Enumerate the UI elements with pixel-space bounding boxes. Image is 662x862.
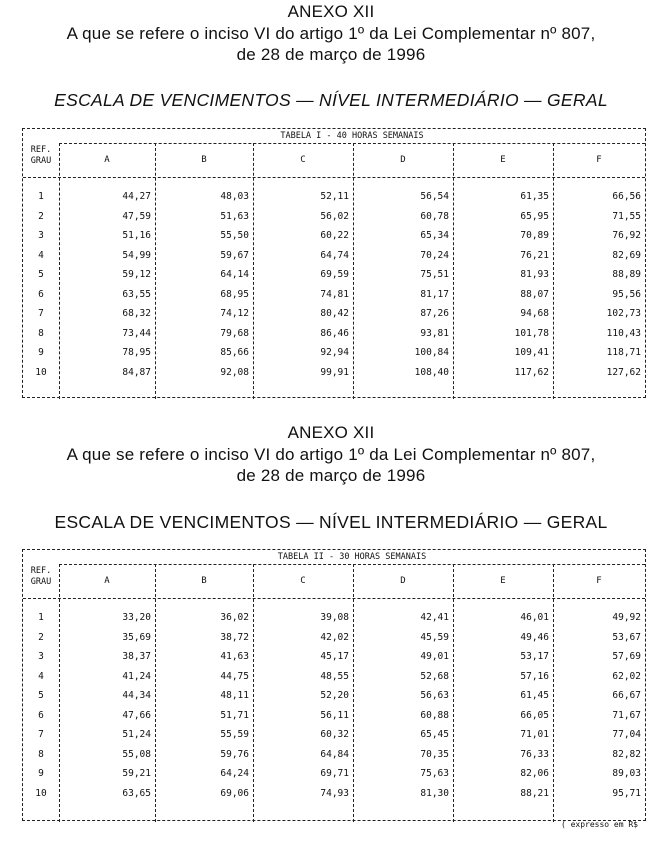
salary-value-cell: 66,67 bbox=[612, 690, 641, 701]
column-header-c: C bbox=[300, 576, 306, 586]
column-header-d: D bbox=[400, 155, 406, 165]
table-row bbox=[23, 226, 645, 245]
ref-grade-cell: 3 bbox=[38, 651, 44, 662]
salary-value-cell: 52,11 bbox=[320, 191, 349, 202]
salary-value-cell: 93,81 bbox=[420, 327, 449, 339]
salary-value-cell: 66,05 bbox=[520, 709, 549, 721]
salary-value-cell: 35,69 bbox=[122, 631, 151, 643]
salary-value-cell: 44,34 bbox=[122, 690, 151, 701]
table-row bbox=[23, 304, 645, 323]
column-header-e: E bbox=[500, 155, 506, 165]
salary-value-cell: 45,59 bbox=[420, 631, 449, 643]
salary-value-cell: 118,71 bbox=[606, 347, 641, 358]
salary-value-cell: 47,59 bbox=[122, 210, 151, 222]
salary-value-cell: 52,20 bbox=[320, 690, 349, 701]
salary-value-cell: 69,59 bbox=[320, 269, 349, 280]
ref-grade-cell: 1 bbox=[38, 612, 44, 623]
salary-value-cell: 64,14 bbox=[220, 269, 249, 280]
table-row bbox=[23, 207, 645, 226]
salary-value-cell: 68,32 bbox=[122, 308, 151, 319]
ref-grade-header: REF. GRAU bbox=[30, 566, 52, 587]
column-header-a: A bbox=[104, 155, 110, 165]
salary-value-cell: 55,50 bbox=[220, 230, 249, 241]
salary-value-cell: 94,68 bbox=[520, 308, 549, 319]
salary-value-cell: 81,93 bbox=[520, 269, 549, 280]
salary-value-cell: 88,89 bbox=[612, 269, 641, 280]
salary-value-cell: 44,27 bbox=[122, 191, 151, 202]
salary-value-cell: 53,67 bbox=[612, 631, 641, 643]
table-row bbox=[23, 686, 645, 705]
salary-value-cell: 49,01 bbox=[420, 651, 449, 662]
salary-value-cell: 41,63 bbox=[220, 651, 249, 662]
ref-grade-cell: 8 bbox=[38, 327, 44, 339]
table-row bbox=[23, 324, 645, 343]
salary-value-cell: 74,81 bbox=[320, 288, 349, 300]
salary-value-cell: 82,69 bbox=[612, 249, 641, 261]
annex-heading: ANEXO XII bbox=[287, 423, 375, 442]
salary-value-cell: 89,03 bbox=[612, 768, 641, 779]
salary-value-cell: 71,01 bbox=[520, 729, 549, 740]
salary-value-cell: 48,55 bbox=[320, 670, 349, 682]
salary-value-cell: 74,12 bbox=[220, 308, 249, 319]
annex-date-line: de 28 de março de 1996 bbox=[236, 466, 426, 485]
table-row bbox=[23, 265, 645, 284]
column-header-b: B bbox=[201, 155, 207, 165]
salary-value-cell: 64,74 bbox=[320, 249, 349, 261]
table-caption: TABELA II - 30 HORAS SEMANAIS bbox=[59, 550, 645, 565]
salary-value-cell: 109,41 bbox=[514, 347, 549, 358]
ref-grade-cell: 9 bbox=[38, 768, 44, 779]
salary-value-cell: 59,67 bbox=[220, 249, 249, 261]
salary-value-cell: 81,17 bbox=[420, 288, 449, 300]
column-header-f: F bbox=[596, 576, 602, 586]
salary-value-cell: 61,45 bbox=[520, 690, 549, 701]
column-header-e: E bbox=[500, 576, 506, 586]
salary-value-cell: 76,21 bbox=[520, 249, 549, 261]
annex-reference-line: A que se refere o inciso VI do artigo 1º da Lei Complementar nº 807, bbox=[66, 445, 596, 464]
salary-value-cell: 47,66 bbox=[122, 709, 151, 721]
ref-grade-cell: 5 bbox=[38, 269, 44, 280]
salary-value-cell: 84,87 bbox=[122, 366, 151, 378]
table-row bbox=[23, 745, 645, 764]
salary-value-cell: 46,01 bbox=[520, 612, 549, 623]
salary-value-cell: 79,68 bbox=[220, 327, 249, 339]
salary-value-cell: 127,62 bbox=[606, 366, 641, 378]
salary-value-cell: 82,82 bbox=[612, 748, 641, 760]
salary-value-cell: 65,45 bbox=[420, 729, 449, 740]
salary-value-cell: 54,99 bbox=[122, 249, 151, 261]
salary-value-cell: 60,22 bbox=[320, 230, 349, 241]
salary-value-cell: 63,65 bbox=[122, 787, 151, 799]
column-header-c: C bbox=[300, 155, 306, 165]
ref-grade-cell: 10 bbox=[35, 366, 47, 378]
annex-heading: ANEXO XII bbox=[287, 2, 375, 21]
table-row bbox=[23, 725, 645, 744]
salary-value-cell: 41,24 bbox=[122, 670, 151, 682]
salary-value-cell: 59,21 bbox=[122, 768, 151, 779]
ref-grade-cell: 4 bbox=[38, 670, 44, 682]
salary-value-cell: 66,56 bbox=[612, 191, 641, 202]
ref-grade-cell: 10 bbox=[35, 787, 47, 799]
salary-value-cell: 59,12 bbox=[122, 269, 151, 280]
salary-value-cell: 70,35 bbox=[420, 748, 449, 760]
salary-value-cell: 59,76 bbox=[220, 748, 249, 760]
table-header-row bbox=[23, 143, 645, 178]
salary-value-cell: 64,84 bbox=[320, 748, 349, 760]
salary-value-cell: 99,91 bbox=[320, 366, 349, 378]
salary-value-cell: 95,71 bbox=[612, 787, 641, 799]
salary-value-cell: 88,21 bbox=[520, 787, 549, 799]
table-row bbox=[23, 647, 645, 666]
ref-grade-cell: 6 bbox=[38, 709, 44, 721]
scale-title: ESCALA DE VENCIMENTOS — NÍVEL INTERMEDIÁRIO — GERAL bbox=[54, 512, 608, 532]
salary-value-cell: 73,44 bbox=[122, 327, 151, 339]
salary-value-cell: 71,67 bbox=[612, 709, 641, 721]
annex-reference-line: A que se refere o inciso VI do artigo 1º da Lei Complementar nº 807, bbox=[66, 24, 596, 43]
ref-grade-header: REF. GRAU bbox=[30, 145, 52, 166]
ref-grade-cell: 8 bbox=[38, 748, 44, 760]
currency-footnote: ( expresso em R$ bbox=[560, 820, 638, 829]
ref-grade-cell: 7 bbox=[38, 308, 44, 319]
salary-value-cell: 92,08 bbox=[220, 366, 249, 378]
salary-value-cell: 60,32 bbox=[320, 729, 349, 740]
salary-value-cell: 38,72 bbox=[220, 631, 249, 643]
salary-value-cell: 60,78 bbox=[420, 210, 449, 222]
salary-value-cell: 65,95 bbox=[520, 210, 549, 222]
salary-value-cell: 69,71 bbox=[320, 768, 349, 779]
salary-value-cell: 56,54 bbox=[420, 191, 449, 202]
salary-value-cell: 110,43 bbox=[606, 327, 641, 339]
column-header-f: F bbox=[596, 155, 602, 165]
salary-value-cell: 42,41 bbox=[420, 612, 449, 623]
salary-value-cell: 61,35 bbox=[520, 191, 549, 202]
salary-value-cell: 108,40 bbox=[414, 366, 449, 378]
salary-value-cell: 45,17 bbox=[320, 651, 349, 662]
salary-value-cell: 62,02 bbox=[612, 670, 641, 682]
salary-value-cell: 68,95 bbox=[220, 288, 249, 300]
salary-value-cell: 70,89 bbox=[520, 230, 549, 241]
salary-value-cell: 70,24 bbox=[420, 249, 449, 261]
salary-value-cell: 69,06 bbox=[220, 787, 249, 799]
salary-value-cell: 95,56 bbox=[612, 288, 641, 300]
salary-value-cell: 63,55 bbox=[122, 288, 151, 300]
column-header-d: D bbox=[400, 576, 406, 586]
salary-value-cell: 51,71 bbox=[220, 709, 249, 721]
salary-table-30h bbox=[22, 549, 646, 821]
ref-grade-cell: 3 bbox=[38, 230, 44, 241]
salary-value-cell: 56,02 bbox=[320, 210, 349, 222]
salary-value-cell: 60,88 bbox=[420, 709, 449, 721]
salary-value-cell: 39,08 bbox=[320, 612, 349, 623]
salary-value-cell: 38,37 bbox=[122, 651, 151, 662]
salary-table-40h bbox=[22, 128, 646, 398]
ref-grade-cell: 1 bbox=[38, 191, 44, 202]
ref-grade-cell: 2 bbox=[38, 210, 44, 222]
salary-value-cell: 64,24 bbox=[220, 768, 249, 779]
salary-value-cell: 76,92 bbox=[612, 230, 641, 241]
salary-value-cell: 56,63 bbox=[420, 690, 449, 701]
salary-value-cell: 53,17 bbox=[520, 651, 549, 662]
salary-value-cell: 36,02 bbox=[220, 612, 249, 623]
ref-grade-cell: 4 bbox=[38, 249, 44, 261]
salary-value-cell: 82,06 bbox=[520, 768, 549, 779]
ref-grade-cell: 2 bbox=[38, 631, 44, 643]
table-row bbox=[23, 285, 645, 304]
table-row bbox=[23, 667, 645, 686]
salary-value-cell: 42,02 bbox=[320, 631, 349, 643]
salary-value-cell: 44,75 bbox=[220, 670, 249, 682]
table-row bbox=[23, 784, 645, 803]
table-row bbox=[23, 608, 645, 627]
salary-value-cell: 71,55 bbox=[612, 210, 641, 222]
salary-value-cell: 56,11 bbox=[320, 709, 349, 721]
table-row bbox=[23, 246, 645, 265]
ref-grade-cell: 5 bbox=[38, 690, 44, 701]
salary-value-cell: 49,46 bbox=[520, 631, 549, 643]
table-row bbox=[23, 343, 645, 362]
table-row bbox=[23, 187, 645, 206]
salary-value-cell: 102,73 bbox=[606, 308, 641, 319]
ref-grade-cell: 9 bbox=[38, 347, 44, 358]
salary-value-cell: 88,07 bbox=[520, 288, 549, 300]
salary-value-cell: 86,46 bbox=[320, 327, 349, 339]
salary-value-cell: 87,26 bbox=[420, 308, 449, 319]
salary-value-cell: 75,63 bbox=[420, 768, 449, 779]
salary-value-cell: 48,11 bbox=[220, 690, 249, 701]
salary-value-cell: 75,51 bbox=[420, 269, 449, 280]
table-caption: TABELA I - 40 HORAS SEMANAIS bbox=[59, 129, 645, 144]
column-header-b: B bbox=[201, 576, 207, 586]
salary-value-cell: 117,62 bbox=[514, 366, 549, 378]
table-header-row bbox=[23, 564, 645, 599]
salary-value-cell: 52,68 bbox=[420, 670, 449, 682]
salary-value-cell: 85,66 bbox=[220, 347, 249, 358]
salary-value-cell: 100,84 bbox=[414, 347, 449, 358]
ref-grade-cell: 7 bbox=[38, 729, 44, 740]
salary-value-cell: 101,78 bbox=[514, 327, 549, 339]
table-row bbox=[23, 363, 645, 382]
scale-title: ESCALA DE VENCIMENTOS — NÍVEL INTERMEDIÁRIO — GERAL bbox=[54, 90, 608, 110]
salary-value-cell: 49,92 bbox=[612, 612, 641, 623]
salary-value-cell: 78,95 bbox=[122, 347, 151, 358]
column-header-a: A bbox=[104, 576, 110, 586]
annex-date-line: de 28 de março de 1996 bbox=[236, 45, 426, 64]
salary-value-cell: 55,59 bbox=[220, 729, 249, 740]
salary-value-cell: 51,16 bbox=[122, 230, 151, 241]
salary-value-cell: 92,94 bbox=[320, 347, 349, 358]
table-row bbox=[23, 706, 645, 725]
salary-value-cell: 77,04 bbox=[612, 729, 641, 740]
salary-value-cell: 33,20 bbox=[122, 612, 151, 623]
salary-value-cell: 55,08 bbox=[122, 748, 151, 760]
salary-value-cell: 80,42 bbox=[320, 308, 349, 319]
salary-value-cell: 51,63 bbox=[220, 210, 249, 222]
salary-value-cell: 57,16 bbox=[520, 670, 549, 682]
salary-value-cell: 51,24 bbox=[122, 729, 151, 740]
salary-value-cell: 57,69 bbox=[612, 651, 641, 662]
table-row bbox=[23, 764, 645, 783]
salary-value-cell: 74,93 bbox=[320, 787, 349, 799]
salary-value-cell: 81,30 bbox=[420, 787, 449, 799]
salary-value-cell: 48,03 bbox=[220, 191, 249, 202]
salary-value-cell: 76,33 bbox=[520, 748, 549, 760]
ref-grade-cell: 6 bbox=[38, 288, 44, 300]
table-row bbox=[23, 628, 645, 647]
salary-value-cell: 65,34 bbox=[420, 230, 449, 241]
